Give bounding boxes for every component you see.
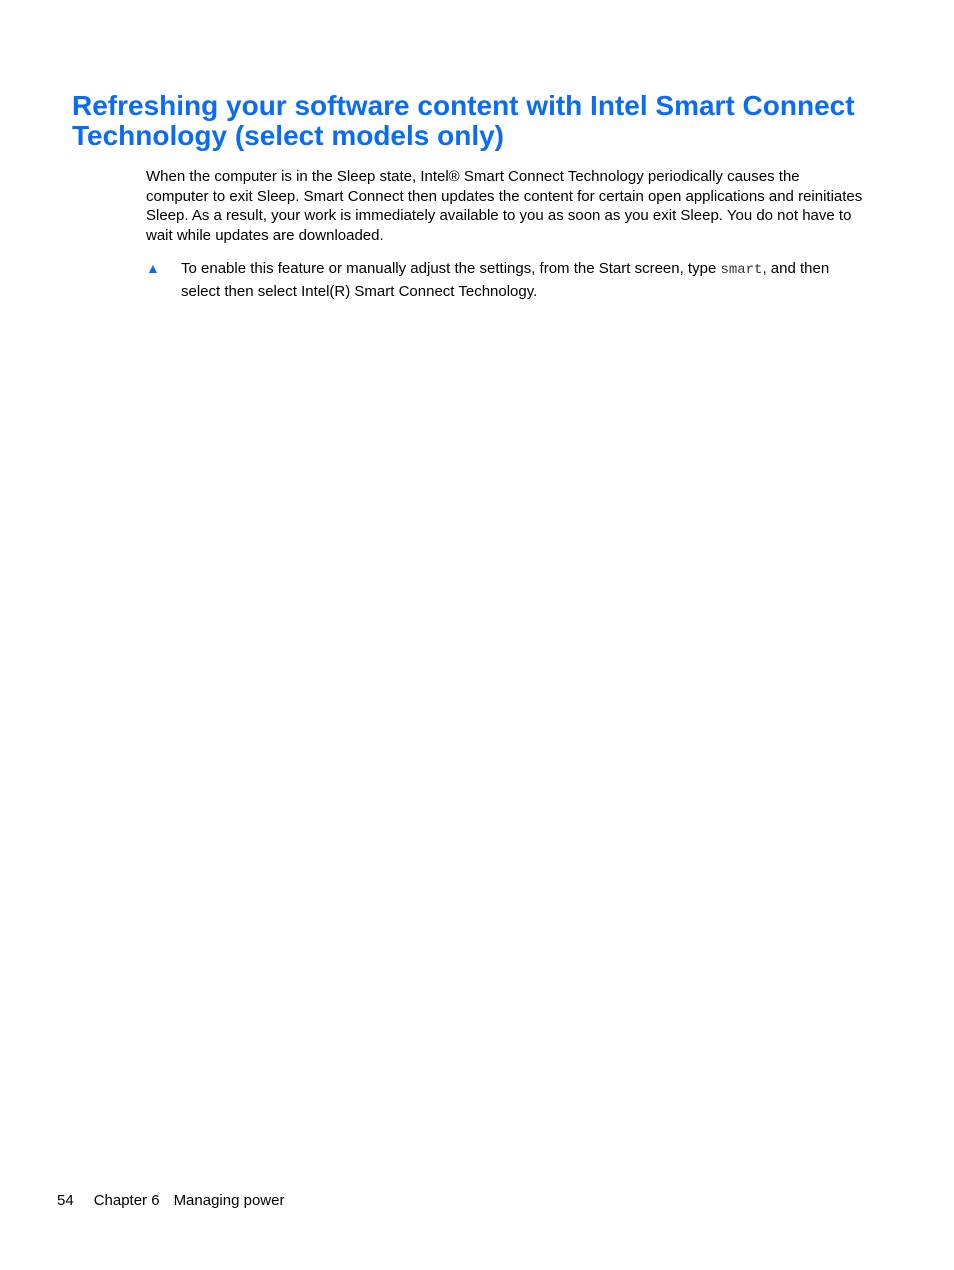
chapter-title: Managing power (173, 1192, 285, 1209)
command-code: smart (720, 262, 763, 278)
page-footer (57, 1192, 284, 1210)
section-heading: Refreshing your software content with Intel Smart Connect Technology (select models only) (72, 90, 855, 151)
chapter-label: Chapter 6 (93, 1192, 160, 1209)
page-number: 54 (57, 1192, 74, 1209)
step-text-after: , and then select then select Intel(R) Smart Connect Technology. (181, 260, 830, 300)
intro-paragraph: When the computer is in the Sleep state, Intel® Smart Connect Technology periodically causes the computer to exit Sleep. Smart Connect then updates the content for certain open applications and reinitiates Sleep. As a result, your work is immediately available to you as soon as you exit Sleep. You do not have to wait while updates are downloaded. (146, 168, 863, 244)
step-text-before: To enable this feature or manually adjust the settings, from the Start screen, type (181, 260, 721, 277)
step-triangle-icon: ▲ (146, 260, 160, 276)
step-text (181, 258, 861, 302)
